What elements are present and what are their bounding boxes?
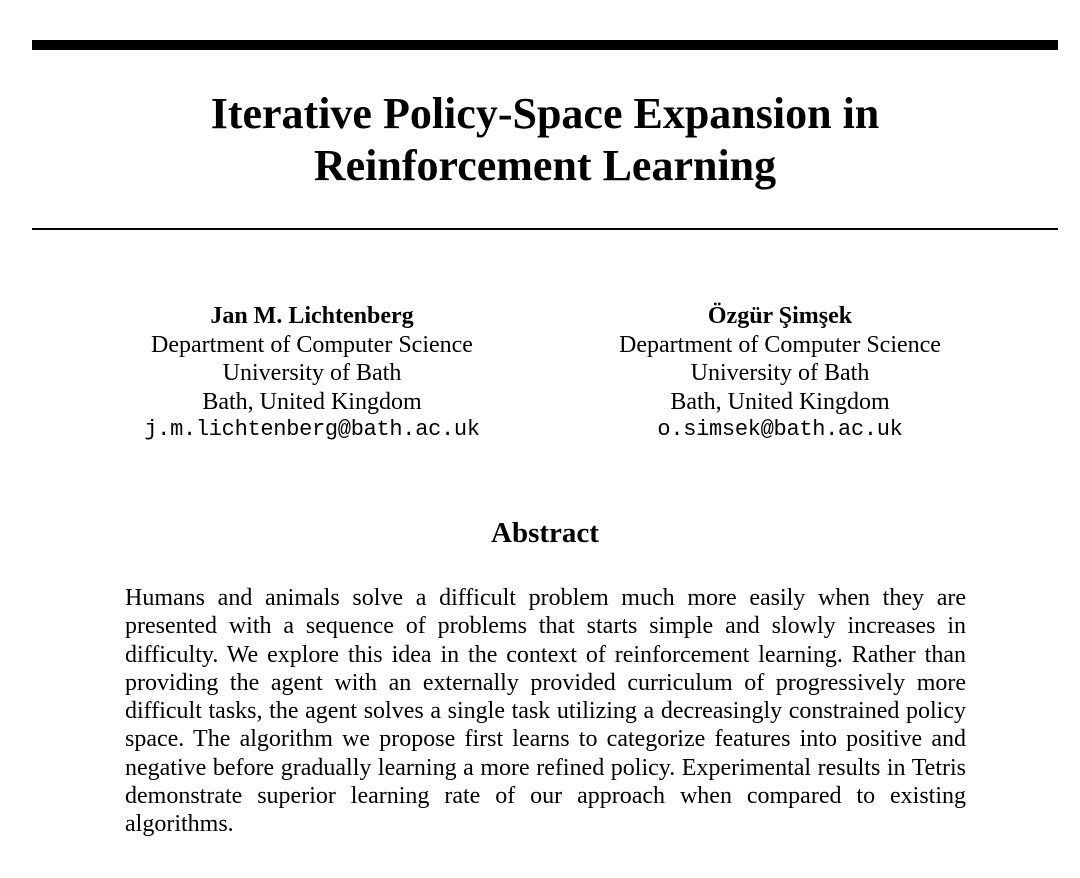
paper-title-line-1: Iterative Policy-Space Expansion in (210, 89, 880, 138)
author-email: o.simsek@bath.ac.uk (657, 417, 903, 442)
paper-title (32, 88, 1058, 192)
author-department: Department of Computer Science (619, 331, 941, 358)
top-rule (32, 40, 1058, 50)
abstract-text: Humans and animals solve a difficult problem much more easily when they are presented with a sequence of problems that starts simple and slowly increases in difficulty. We explore this idea in the context of reinforcement learning. Rather than providing the agent with an externally provided curriculum of progressively more difficult tasks, the agent solves a single task utilizing a decreasingly constrained policy space. The algorithm we propose first learns to categorize features into positive and negative before gradually learning a more refined policy. Experimental results in Tetris demonstrate superior learning rate of our approach when compared to existing algorithms. (125, 585, 966, 838)
abstract-heading: Abstract (491, 517, 599, 549)
title-bottom-rule (32, 228, 1058, 230)
author-block-1 (102, 302, 522, 445)
author-block-2 (570, 302, 990, 445)
author-location: Bath, United Kingdom (202, 388, 422, 415)
author-department: Department of Computer Science (151, 331, 473, 358)
author-name: Jan M. Lichtenberg (210, 303, 414, 329)
author-name: Özgür Şimşek (707, 303, 853, 329)
author-university: University of Bath (222, 360, 402, 386)
paper-title-line-2: Reinforcement Learning (313, 141, 777, 190)
author-email: j.m.lichtenberg@bath.ac.uk (144, 417, 480, 442)
author-location: Bath, United Kingdom (670, 388, 890, 415)
author-university: University of Bath (690, 360, 870, 386)
